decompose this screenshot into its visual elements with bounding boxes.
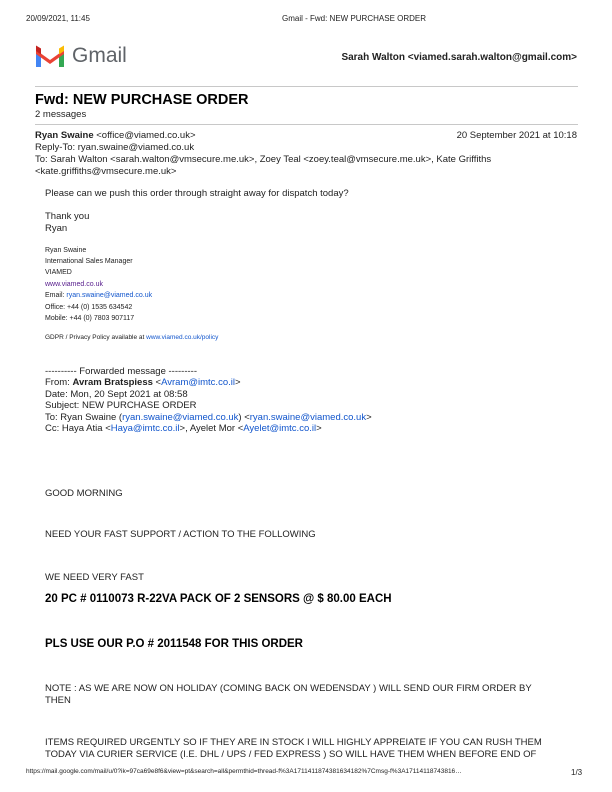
- gdpr-link[interactable]: www.viamed.co.uk/policy: [146, 334, 219, 341]
- signature-email: [45, 290, 152, 302]
- forwarded-from-name: Avram Bratspiess: [72, 377, 153, 388]
- forwarded-cc: [45, 423, 322, 435]
- forwarded-from: From: Avram Bratspiess <Avram@imtc.co.il>: [45, 377, 241, 388]
- forwarded-cc-label: Cc: Haya Atia <: [45, 423, 111, 434]
- body-text: Please can we push this order through straight away for dispatch today?: [45, 188, 349, 199]
- print-url: https://mail.google.com/mail/u/0?ik=97ca69e8f6&view=pt&search=all&permthid=thread-f%3A1711411874381634182%7Cmsg-f%3A17114118743816…: [26, 768, 462, 775]
- forwarded-to-email-link[interactable]: ryan.swaine@viamed.co.uk: [122, 412, 239, 423]
- signature-website-link[interactable]: www.viamed.co.uk: [45, 281, 103, 288]
- message-date: 20 September 2021 at 10:18: [456, 130, 577, 141]
- forwarded-cc-email-link[interactable]: Ayelet@imtc.co.il: [243, 423, 317, 434]
- gdpr-notice: [45, 334, 218, 341]
- divider: [35, 86, 578, 87]
- forwarded-to-label: To: Ryan Swaine (: [45, 412, 123, 423]
- gdpr-label: GDPR / Privacy Policy available at: [45, 334, 145, 341]
- message-count: 2 messages: [35, 109, 87, 120]
- recipients-line: To: Sarah Walton <sarah.walton@vmsecure.me.uk>, Zoey Teal <zoey.teal@vmsecure.me.uk>, Kate Griffiths: [35, 154, 492, 165]
- signature-email-link[interactable]: ryan.swaine@viamed.co.uk: [66, 292, 153, 299]
- signature-office: Office: +44 (0) 1535 634542: [45, 304, 133, 311]
- order-note: NOTE : AS WE ARE NOW ON HOLIDAY (COMING BACK ON WEDENSDAY ) WILL SEND OUR FIRM ORDER BY: [45, 683, 532, 694]
- gmail-logo-text: Gmail: [72, 44, 127, 67]
- reply-to: Reply-To: ryan.swaine@viamed.co.uk: [35, 142, 195, 153]
- order-text: WE NEED VERY FAST: [45, 572, 144, 583]
- forwarded-cc-email-link[interactable]: Haya@imtc.co.il: [110, 423, 180, 434]
- forwarded-date: Date: Mon, 20 Sept 2021 at 08:58: [45, 389, 188, 400]
- order-greeting: GOOD MORNING: [45, 488, 123, 499]
- account-label: Sarah Walton <viamed.sarah.walton@gmail.com>: [341, 52, 577, 63]
- print-title: Gmail - Fwd: NEW PURCHASE ORDER: [282, 14, 427, 23]
- divider: [35, 124, 578, 125]
- forwarded-to-email-link[interactable]: ryan.swaine@viamed.co.uk: [249, 412, 367, 423]
- order-po: PLS USE OUR P.O # 2011548 FOR THIS ORDER: [45, 638, 303, 650]
- order-note: THEN: [45, 695, 71, 706]
- sender-name: Ryan Swaine: [35, 130, 94, 141]
- forwarded-from-email-link[interactable]: Avram@imtc.co.il: [161, 377, 235, 388]
- body-text: Thank you: [45, 211, 90, 222]
- forwarded-divider: ---------- Forwarded message ---------: [45, 366, 197, 377]
- sender-email: <office@viamed.co.uk>: [96, 130, 196, 141]
- signature-name: Ryan Swaine: [45, 247, 87, 254]
- order-urgent: ITEMS REQUIRED URGENTLY SO IF THEY ARE IN STOCK I WILL HIGHLY APPREIATE IF YOU CAN RUSH THEM: [45, 737, 542, 748]
- body-text: Ryan: [45, 223, 68, 234]
- signature-email-label: Email:: [45, 292, 65, 299]
- forwarded-to-end: >: [366, 412, 372, 423]
- forwarded-to-sep: ) <: [238, 412, 250, 423]
- order-text: NEED YOUR FAST SUPPORT / ACTION TO THE FOLLOWING: [45, 529, 316, 540]
- sender: [35, 130, 196, 142]
- forwarded-cc-end: >: [316, 423, 322, 434]
- signature-mobile: Mobile: +44 (0) 7803 907117: [45, 315, 135, 322]
- page-number: 1/3: [571, 768, 583, 777]
- order-item: 20 PC # 0110073 R-22VA PACK OF 2 SENSORS @ $ 80.00 EACH: [45, 593, 392, 605]
- signature-role: International Sales Manager: [45, 258, 133, 265]
- print-datetime: 20/09/2021, 11:45: [26, 14, 90, 23]
- forwarded-subject: Subject: NEW PURCHASE ORDER: [45, 400, 197, 411]
- forwarded-from-label: From:: [45, 377, 70, 388]
- gmail-logo-icon: [35, 45, 65, 68]
- forwarded-cc-sep: >, Ayelet Mor <: [179, 423, 244, 434]
- signature-company: VIAMED: [45, 269, 72, 276]
- order-urgent: TODAY VIA CURIER SERVICE (I.E. DHL / UPS / FED EXPRESS ) SO WILL HAVE THEM WHEN BEFORE END OF: [45, 749, 537, 760]
- thread-subject: Fwd: NEW PURCHASE ORDER: [35, 92, 249, 108]
- recipients-line: <kate.griffiths@vmsecure.me.uk>: [35, 166, 177, 177]
